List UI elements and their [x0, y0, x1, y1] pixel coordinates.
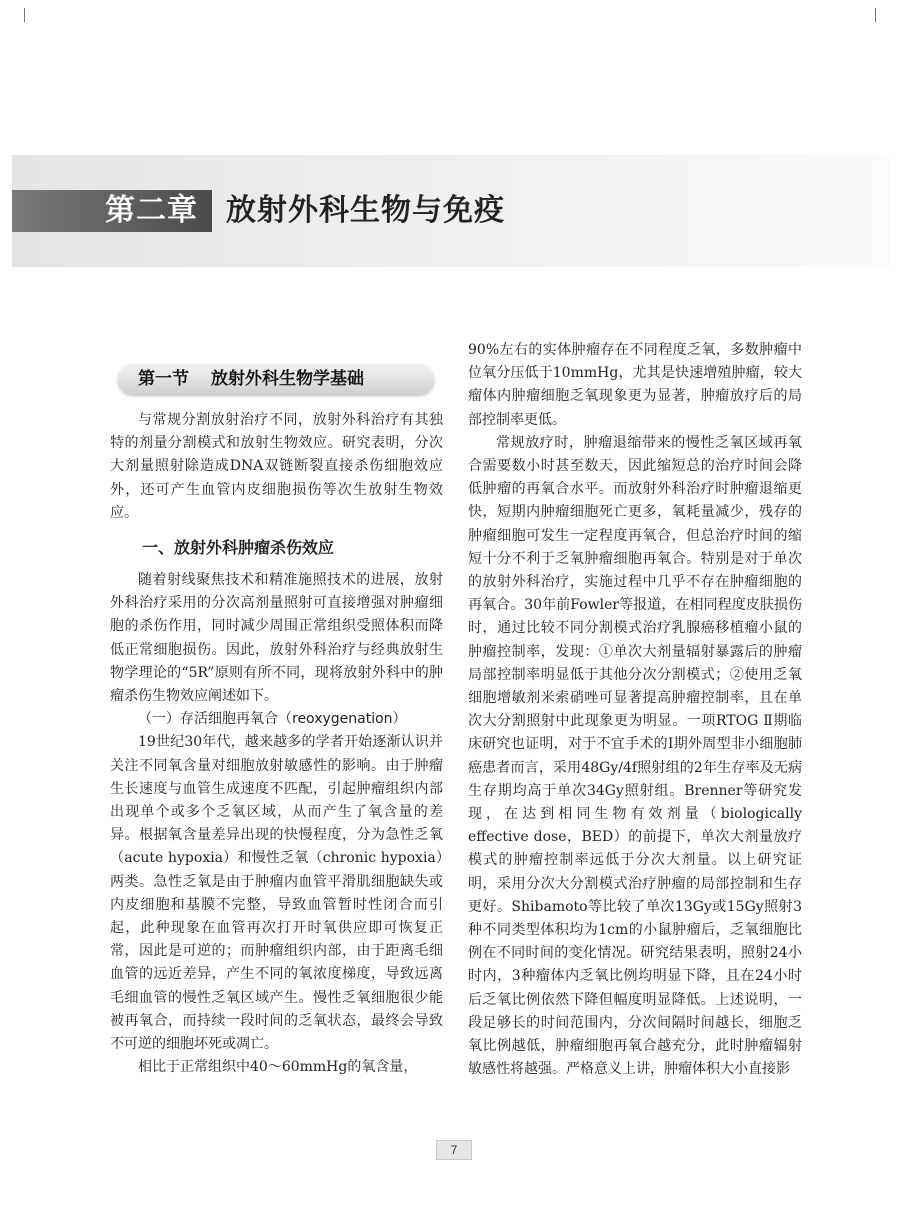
heading-tumor-killing-effect: 一、放射外科肿瘤杀伤效应: [142, 538, 335, 558]
chapter-number: 第二章: [12, 190, 212, 232]
intro-paragraph: 与常规分割放射治疗不同，放射外科治疗有其独特的剂量分割模式和放射生物效应。研究表明，分次大剂量照射除造成DNA双链断裂直接杀伤细胞效应外，还可产生血管内皮细胞损伤等次生放射生物效应。: [110, 412, 443, 521]
paragraph: 常规放疗时，肿瘤退缩带来的慢性乏氧区域再氧合需要数小时甚至数天，因此缩短总的治疗时间会降低肿瘤的再氧合水平。而放射外科治疗时肿瘤退缩更快，短期内肿瘤细胞死亡更多，氧耗量减少，残存的肿瘤细胞可发生一定程度再氧合，但总治疗时间的缩短十分不利于乏氧肿瘤细胞再氧合。特别是对于单次的放射外科治疗，实施过程中几乎不存在肿瘤细胞的再氧合。30年前Fowler等报道，在相同程度皮肤损伤时，通过比较不同分割模式治疗乳腺癌移植瘤小鼠的肿瘤控制率，发现：①单次大剂量辐射暴露后的肿瘤局部控制率明显低于其他分次分割模式；②使用乏氧细胞增敏剂米索硝唑可显著提高肿瘤控制率，且在单次大分割照射中此现象更为明显。一项RTOG Ⅱ期临床研究也证明，对于不宜手术的Ⅰ期外周型非小细胞肺癌患者而言，采用48Gy/4f照射组的2年生存率及无病生存期均高于单次34Gy照射组。Brenner等研究发现，在达到相同生物有效剂量（biologically effective dose，BED）的前提下，单次大剂量放疗模式的肿瘤控制率远低于分次大剂量。以上研究证明，采用分次大分割模式治疗肿瘤的局部控制和生存更好。Shibamoto等比较了单次13Gy或15Gy照射3种不同类型体积均为1cm的小鼠肿瘤后，乏氧细胞比例在不同时间的变化情况。研究结果表明，照射24小时内，3种瘤体内乏氧比例均明显下降，且在24小时后乏氧比例依然下降但幅度明显降低。上述说明，一段足够长的时间范围内，分次间隔时间越长，细胞乏氧比例越低，肿瘤细胞再氧合越充分，此时肿瘤辐射敏感性将越强。严格意义上讲，肿瘤体积大小直接影: [468, 434, 802, 1078]
crop-mark-top-right: [875, 8, 890, 22]
right-column: [468, 339, 802, 1082]
paragraph: 90%左右的实体肿瘤存在不同程度乏氧，多数肿瘤中位氧分压低于10mmHg，尤其是快速增殖肿瘤，较大瘤体内肿瘤细胞乏氧现象更为显著，肿瘤放疗后的局部控制率更低。: [468, 342, 802, 428]
paragraph: 19世纪30年代，越来越多的学者开始逐渐认识并关注不同氧含量对细胞放射敏感性的影响。由于肿瘤生长速度与血管生成速度不匹配，引起肿瘤组织内部出现单个或多个乏氧区域，从而产生了氧含量的差异。根据氧含量差异出现的快慢程度，分为急性乏氧（acute hypoxia）和慢性乏氧（chronic hypoxia）两类。急性乏氧是由于肿瘤内血管平滑肌细胞缺失或内皮细胞和基膜不完整，导致血管暂时性闭合而引起，此种现象在血管再次打开时氧供应即可恢复正常，因此是可逆的；而肿瘤组织内部，由于距离毛细血管的远近差异，产生不同的氧浓度梯度，导致远离毛细血管的慢性乏氧区域产生。慢性乏氧细胞很少能被再氧合，而持续一段时间的乏氧状态，最终会导致不可逆的细胞坏死或凋亡。: [110, 734, 443, 1053]
section-title: 放射外科生物学基础: [211, 369, 364, 389]
page-number: 7: [436, 1140, 472, 1160]
left-column: [110, 409, 443, 1079]
section-heading: [138, 364, 364, 394]
crop-mark-top-left: [10, 8, 25, 22]
section-number: 第一节: [138, 369, 189, 389]
subheading-reoxygenation: （一）存活细胞再氧合（reoxygenation）: [138, 711, 407, 728]
paragraph: 相比于正常组织中40～60mmHg的氧含量，: [138, 1059, 418, 1076]
paragraph: 随着射线聚焦技术和精准施照技术的进展，放射外科治疗采用的分次高剂量照射可直接增强对肿瘤细胞的杀伤作用，同时减少周围正常组织受照体积而降低正常细胞损伤。因此，放射外科治疗与经典放射生物学理论的“5R”原则有所不同，现将放射外科中的肿瘤杀伤生物效应阐述如下。: [110, 572, 443, 705]
chapter-title: 放射外科生物与免疫: [226, 193, 505, 228]
